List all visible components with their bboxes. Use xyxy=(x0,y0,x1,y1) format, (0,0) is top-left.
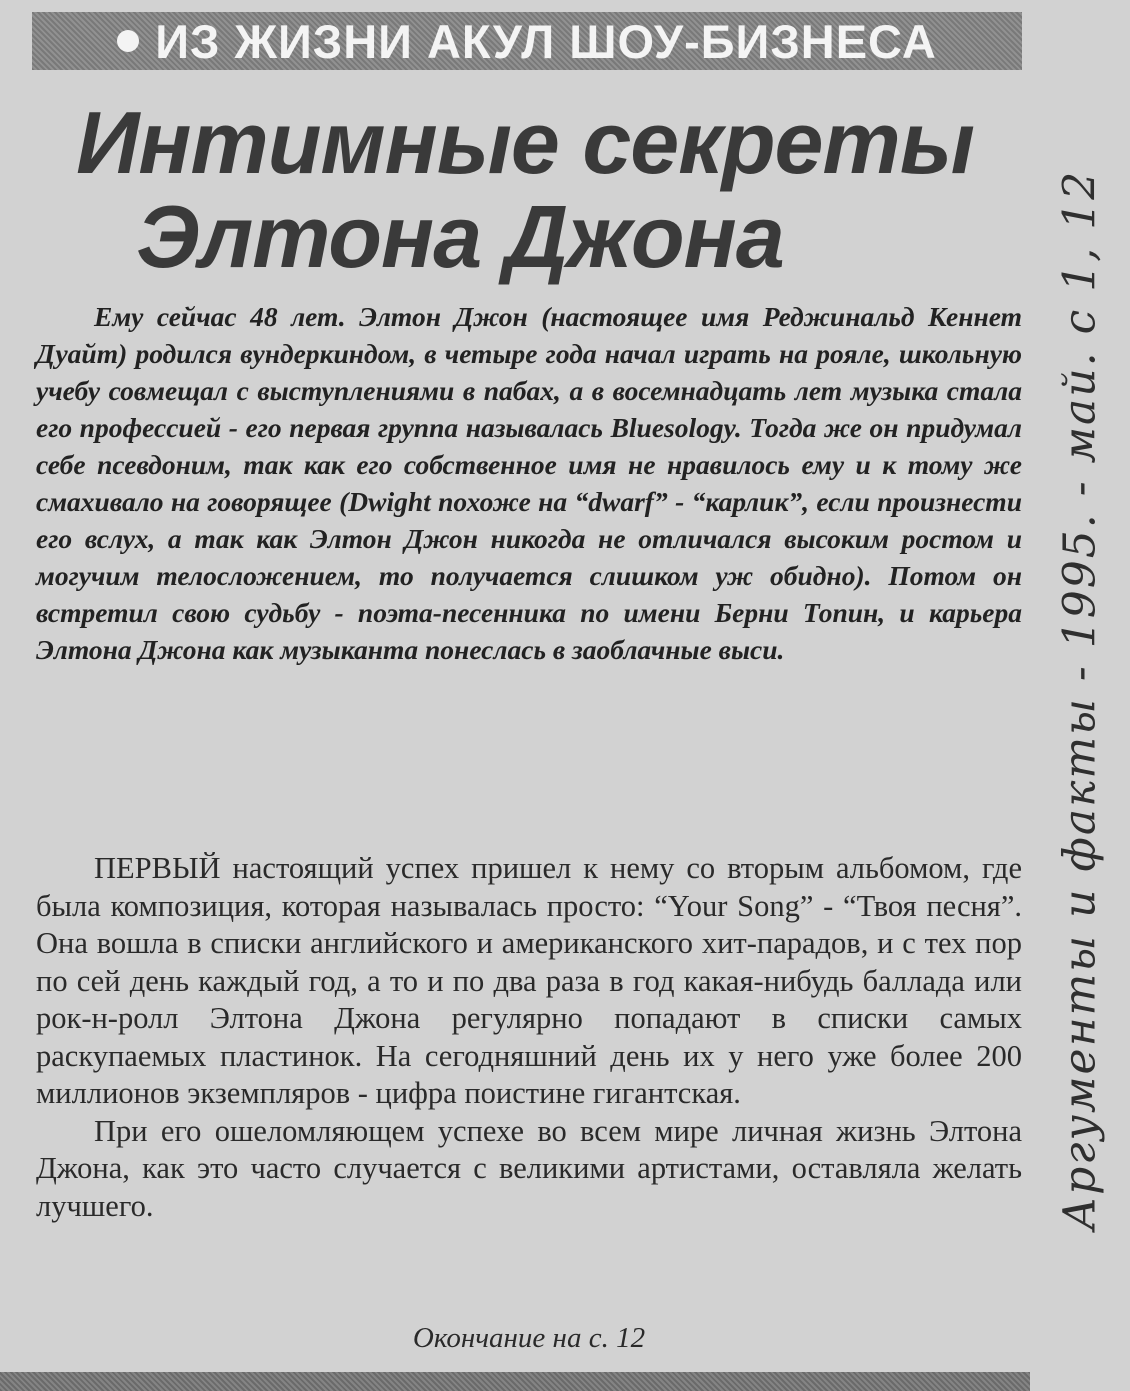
rubric-text: ИЗ ЖИЗНИ АКУЛ ШОУ-БИЗНЕСА xyxy=(155,14,937,68)
continuation-note: Окончание на с. 12 xyxy=(412,1322,646,1354)
body-paragraph-1: ПЕРВЫЙ настоящий успех пришел к нему со вторым альбомом, где была композиция, которая называлась просто: “Your Song” - “Твоя песня”. Она вошла в списки английского и американского хит-парадов, и с тех пор по сей день каждый год, а то и по два раза в год какая-нибудь баллада или рок-н-ролл Элтона Джона регулярно попадают в списки самых раскупаемых пластинок. На сегодняшний день их у него уже более 200 миллионов экземпляров - цифра поистине гигантская. xyxy=(36,851,1022,1110)
rubric-banner xyxy=(32,12,1022,70)
headline xyxy=(30,93,1020,286)
handwritten-source-note: Аргументы и факты - 1995. - май. с 1, 12 xyxy=(1054,169,1106,1231)
bullet-icon xyxy=(117,30,139,52)
bottom-rule xyxy=(0,1372,1030,1391)
body-paragraph-2: При его ошеломляющем успехе во всем мире личная жизнь Элтона Джона, как это часто случается с великими артистами, оставляла желать лучшего. xyxy=(36,1113,1022,1223)
lead-paragraph: Ему сейчас 48 лет. Элтон Джон (настоящее имя Реджинальд Кеннет Дуайт) родился вундеркиндом, в четыре года начал играть на рояле, школьную учебу совмещал с выступлениями в пабах, а в восемнадцать лет музыка стала его профессией - его первая группа называлась Bluesology. Тогда же он придумал себе псевдоним, так как его собственное имя не нравилось ему и к тому же смахивало на говорящее (Dwight похоже на “dwarf” - “карлик”, если произнести его вслух, а так как Элтон Джон никогда не отличался высоким ростом и могучим телосложением, то получается слишком уж обидно). Потом он встретил свою судьбу - поэта-песенника по имени Берни Топин, и карьера Элтона Джона как музыканта понеслась в заоблачные выси. xyxy=(36,301,1022,665)
headline-line-1: Интимные секреты xyxy=(76,93,974,192)
article-body xyxy=(36,850,1022,1225)
headline-line-2: Элтона Джона xyxy=(136,187,784,286)
